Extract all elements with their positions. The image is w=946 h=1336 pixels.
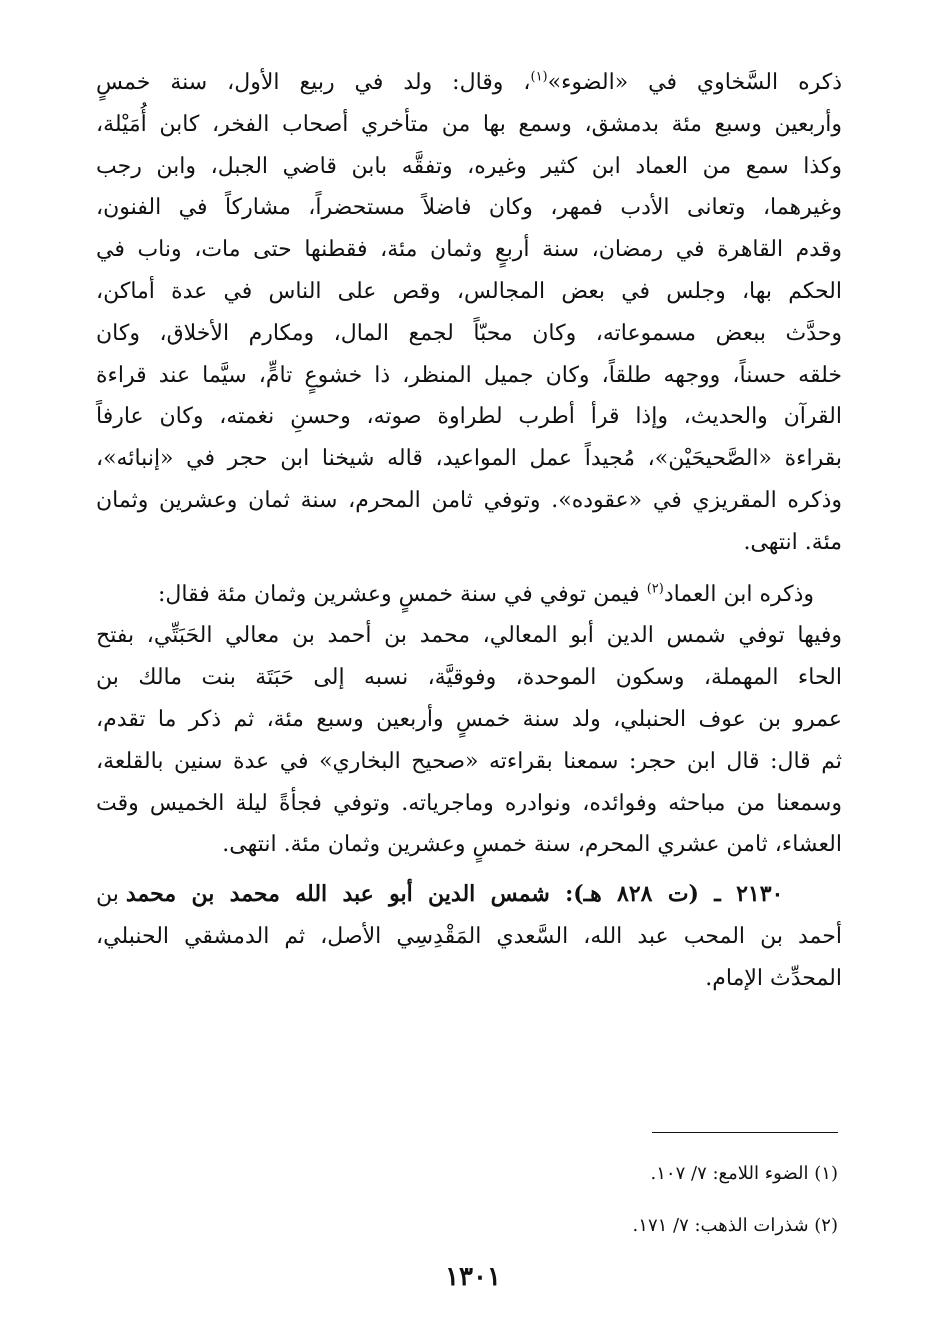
text-line (96, 874, 842, 916)
text-line: وغيرهما، وتعانى الأدب فمهر، وكان فاضلاً مستحضراً، مشاركاً في الفنون، (96, 195, 842, 221)
footnote-ref: (٢) (646, 581, 664, 597)
text-line: العشاء، ثامن عشري المحرم، سنة خمسٍ وعشرين وثمان مئة. انتهى. (222, 832, 842, 858)
text-line: وذكره المقريزي في «عقوده». وتوفي ثامن المحرم، سنة ثمان وعشرين وثمان (96, 487, 842, 513)
text-span: ، وقال: ولد في ربيع الأول، سنة خمسٍ (96, 70, 531, 95)
page-number: ١٣٠١ (445, 1262, 501, 1292)
text-line: ثم قال: قال ابن حجر: سمعنا بقراءته «صحيح البخاري» في عدة سنين بالقلعة، (96, 748, 842, 774)
footnote-divider (652, 1132, 838, 1133)
entry-heading: ٢١٣٠ ـ (ت ٨٢٨ هـ): شمس الدين أبو عبد الله محمد بن محمد (125, 881, 784, 908)
text-line: المحدِّث الإمام. (705, 965, 842, 991)
text-span: ذكره السَّخاوي في «الضوء» (547, 70, 843, 95)
text-line: القرآن والحديث، وإذا قرأ أطرب لطراوة صوته، وحسنِ نغمته، وكان عارفاً (96, 404, 842, 430)
text-line: وقدم القاهرة في رمضان، سنة أربعٍ وثمان مئة، فقطنها حتى مات، وناب في (96, 237, 842, 263)
page-body (96, 62, 842, 1000)
text-line: وحدَّث ببعض مسموعاته، وكان محبّاً لجمع المال، ومكارم الأخلاق، وكان (96, 320, 842, 346)
text-line: وكذا سمع من العماد ابن كثير وغيره، وتفقَّه بابن قاضي الجبل، وابن رجب (96, 153, 842, 179)
text-line (96, 62, 842, 104)
footnote-2: (٢) شذرات الذهب: ٧/ ١٧١. (632, 1215, 838, 1236)
text-line: خلقه حسناً، ووجهه طلقاً، وكان جميل المنظر، ذا خشوعٍ تامٍّ، سيَّما عند قراءة (96, 362, 842, 388)
text-line: وأربعين وسبع مئة بدمشق، وسمع بها من متأخري أصحاب الفخر، كابن أُمَيْلة، (96, 111, 842, 137)
text-span: وذكره ابن العماد (663, 581, 815, 607)
footnote-ref: (١) (530, 69, 548, 85)
text-line: الحكم بها، وجلس في بعض المجالس، وقص على الناس في عدة أماكن، (96, 278, 842, 304)
text-span: فيمن توفي في سنة خمسٍ وعشرين وثمان مئة فقال: (158, 581, 647, 607)
text-line: بقراءة «الصَّحيحَيْن»، مُجيداً عمل المواعيد، قاله شيخنا ابن حجر في «إنبائه»، (96, 446, 842, 472)
footnote-1: (١) الضوء اللامع: ٧/ ١٠٧. (650, 1163, 838, 1184)
text-line: الحاء المهملة، وسكون الموحدة، وفوقيَّة، نسبه إلى حَبَتَة بنت مالك بن (96, 665, 843, 691)
text-line: وفيها توفي شمس الدين أبو المعالي، محمد بن أحمد بن معالي الحَبَتِّي، بفتح (96, 623, 842, 649)
text-line: أحمد بن المحب عبد الله، السَّعدي المَقْدِسِي الأصل، ثم الدمشقي الحنبلي، (96, 923, 842, 949)
text-span: بن (96, 882, 126, 908)
paragraph-sakhawi (96, 62, 842, 564)
paragraph-ibn-al-imad (96, 574, 842, 867)
entry-2130 (96, 874, 842, 999)
footnotes (633, 1148, 838, 1252)
text-line: مئة. انتهى. (743, 529, 842, 555)
text-line: وسمعنا من مباحثه وفوائده، ونوادره وماجرياته. وتوفي فجأةً ليلة الخميس وقت (96, 790, 842, 816)
text-line (96, 574, 842, 616)
text-line: عمرو بن عوف الحنبلي، ولد سنة خمسٍ وأربعين وسبع مئة، ثم ذكر ما تقدم، (96, 706, 842, 732)
